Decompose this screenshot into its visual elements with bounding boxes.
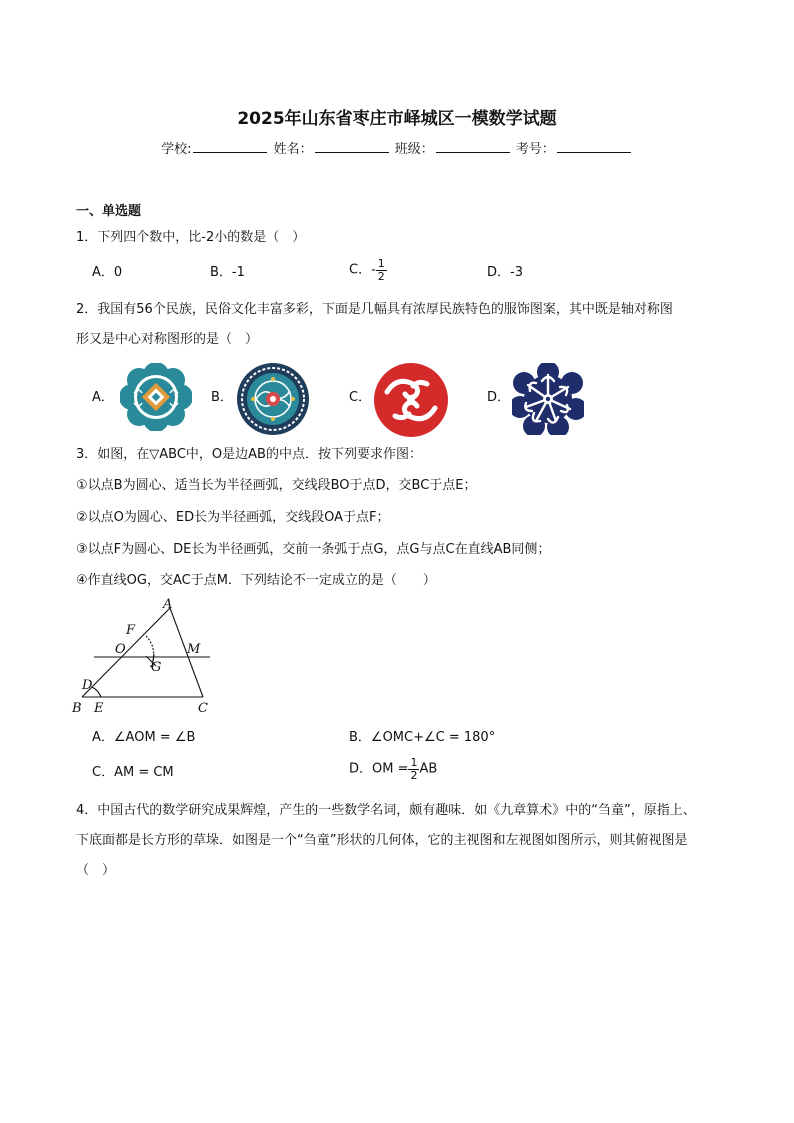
class-blank[interactable] [436, 140, 510, 153]
fraction-numerator: 1 [410, 756, 418, 769]
q4-stem-line3: （ ） [76, 863, 116, 878]
fraction-denominator: 2 [410, 769, 418, 782]
q3-option-d-prefix: D．OM = [349, 761, 409, 777]
q3-option-d-fraction [408, 757, 419, 782]
q3-step1: ①以点B为圆心、适当长为半径画弧，交线段BO于点D，交BC于点E； [76, 478, 477, 493]
q1-option-c-prefix: C．- [349, 262, 376, 278]
q2-pattern-d-icon [512, 363, 584, 435]
q1-option-a[interactable]: A．0 [92, 265, 123, 280]
label-o: O [115, 642, 126, 657]
q3-step2: ②以点O为圆心、ED长为半径画弧，交线段OA于点F； [76, 510, 390, 525]
fraction-numerator: 1 [377, 257, 385, 270]
q2-pattern-b-icon [236, 362, 310, 436]
q1-option-c-fraction [376, 258, 387, 283]
q3-triangle-figure [70, 596, 220, 720]
label-m: M [187, 642, 201, 657]
name-blank[interactable] [315, 140, 389, 153]
q3-step3: ③以点F为圆心、DE长为半径画弧，交前一条弧于点G，点G与点C在直线AB同侧； [76, 542, 551, 557]
student-info-line [0, 138, 794, 157]
label-e: E [94, 701, 104, 716]
q4-stem-line2: 下底面都是长方形的草垛．如图是一个“刍童”形状的几何体，它的主视图和左视图如图所示，则其俯视图是 [76, 833, 688, 848]
q3-option-d[interactable] [349, 757, 437, 782]
label-b: B [72, 701, 82, 716]
q2-stem-line2: 形又是中心对称图形的是（ ） [76, 332, 259, 347]
q3-option-b[interactable]: B．∠OMC+∠C = 180° [349, 730, 496, 745]
class-label: 班级： [394, 142, 434, 157]
q4-stem-line1: 4．中国古代的数学研究成果辉煌，产生的一些数学名词，颇有趣味．如《九章算术》中的“刍童”，原指上、 [76, 803, 696, 818]
name-label: 姓名： [273, 142, 313, 157]
label-a: A [163, 597, 173, 612]
side-ab [82, 608, 170, 697]
id-blank[interactable] [557, 140, 631, 153]
q3-option-d-suffix: AB [419, 761, 438, 777]
q2-stem-line1: 2．我国有56个民族，民俗文化丰富多彩，下面是几幅具有浓厚民族特色的服饰图案，其中既是轴对称图 [76, 302, 673, 317]
page-title: 2025年山东省枣庄市峄城区一模数学试题 [237, 109, 557, 129]
q2-option-a[interactable]: A． [92, 390, 114, 405]
fraction-denominator: 2 [377, 270, 385, 283]
q3-option-a[interactable]: A．∠AOM = ∠B [92, 730, 196, 745]
school-blank[interactable] [193, 140, 267, 153]
q1-stem: 1．下列四个数中，比-2小的数是（ ） [76, 230, 306, 245]
q2-option-d[interactable]: D． [487, 390, 511, 405]
q2-pattern-a-icon [120, 363, 192, 431]
section-heading: 一、单选题 [76, 204, 142, 219]
label-f: F [126, 623, 136, 638]
q2-option-c[interactable]: C． [349, 390, 372, 405]
label-g: G [151, 660, 162, 675]
q1-option-d[interactable]: D．-3 [487, 265, 523, 280]
q1-option-c[interactable] [349, 258, 387, 283]
q1-option-b[interactable]: B．-1 [210, 265, 245, 280]
q2-option-b[interactable]: B． [211, 390, 233, 405]
q3-step4: ④作直线OG，交AC于点M．下列结论不一定成立的是（ ） [76, 573, 436, 588]
label-c: C [198, 701, 208, 716]
q3-stem: 3．如图，在▽ABC中，O是边AB的中点．按下列要求作图： [76, 447, 422, 462]
label-d: D [82, 678, 93, 693]
id-label: 考号： [515, 142, 555, 157]
arc-de [92, 687, 101, 697]
school-label: 学校: [161, 142, 192, 157]
q2-pattern-c-icon [373, 362, 449, 438]
q3-option-c[interactable]: C．AM = CM [92, 765, 174, 780]
